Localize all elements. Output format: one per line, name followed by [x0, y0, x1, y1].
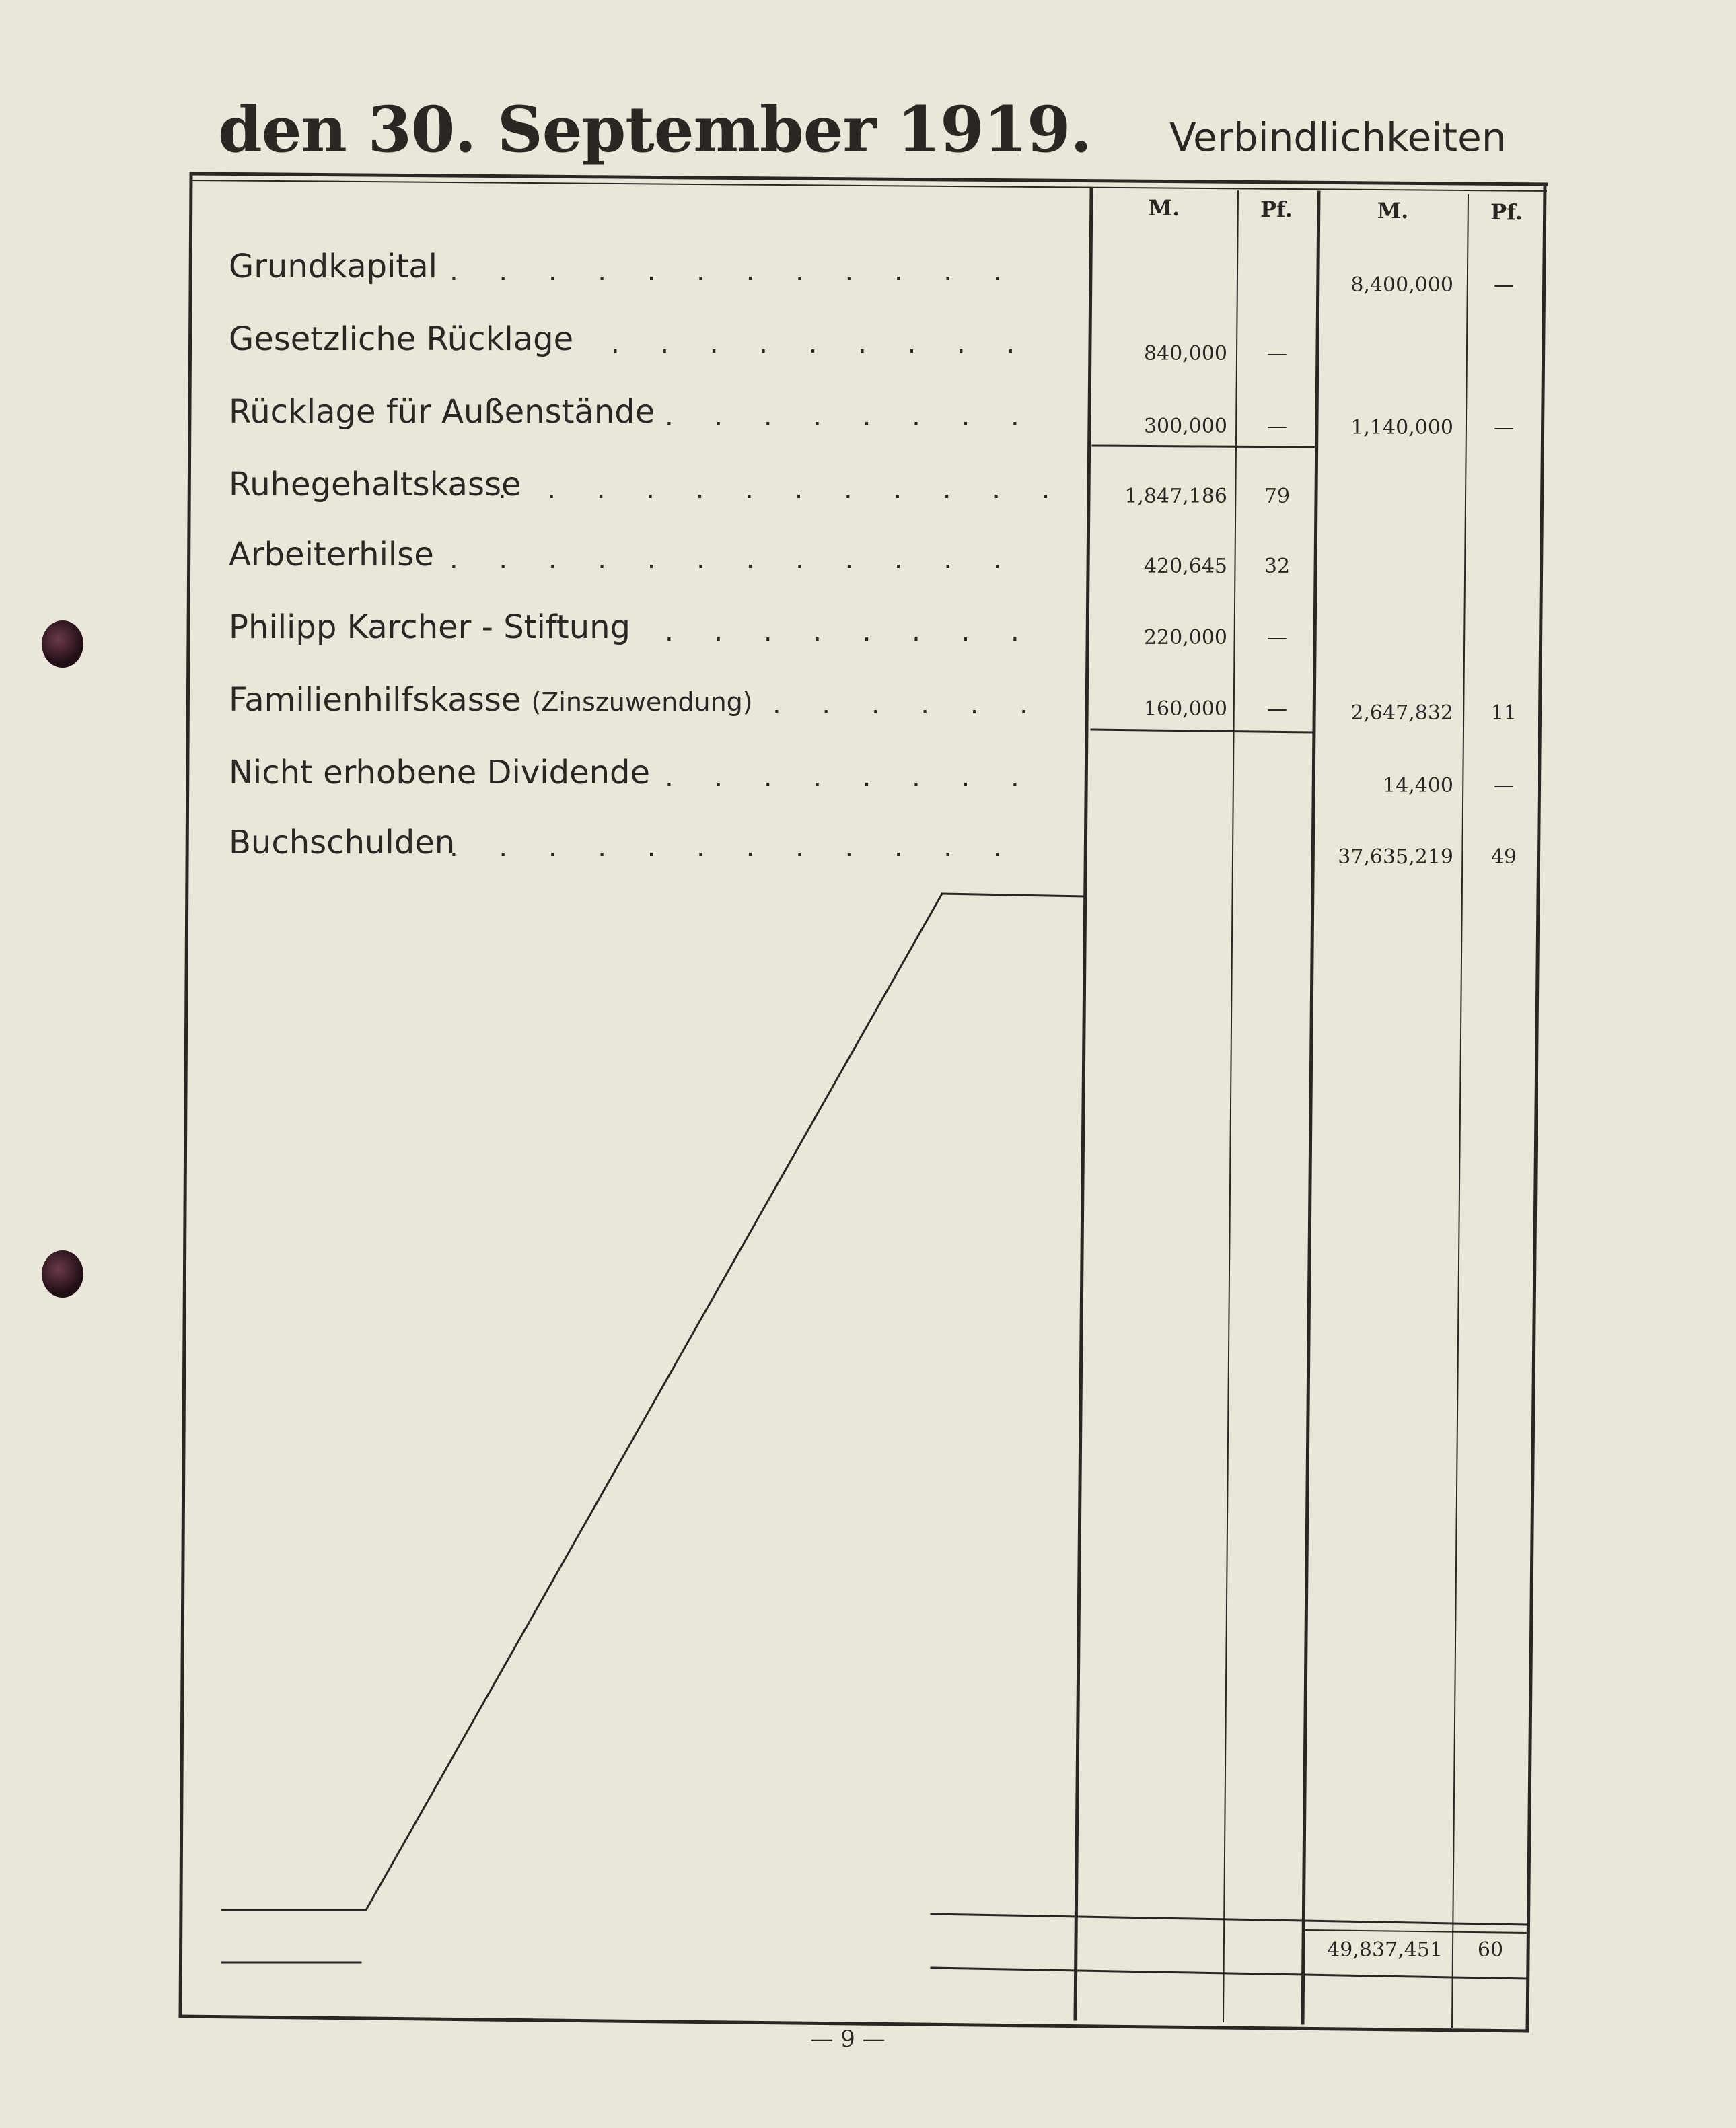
leader-dots: . . . . . . . . . — [611, 328, 1032, 359]
leader-dots: . . . . . . — [772, 689, 1044, 720]
col-header-m1: M. — [1148, 195, 1180, 221]
leader-dots: . . . . . . . . — [665, 616, 1036, 647]
page-number: — 9 — — [810, 2026, 885, 2053]
row-label: Arbeiterhilse — [229, 536, 434, 573]
leader-dots: . . . . . . . . . . . . — [498, 474, 1066, 505]
row-label: Grundkapital — [229, 248, 437, 285]
row-amount-m1: 840,000 — [1143, 342, 1227, 365]
row-amount-m1: 1,847,186 — [1124, 485, 1227, 508]
row-amount-m2: 37,635,219 — [1338, 845, 1453, 869]
col-header-m2: M. — [1377, 198, 1409, 223]
row-label-note: (Zinszuwendung) — [531, 687, 753, 717]
row-amount-pf1: 79 — [1264, 485, 1291, 508]
col-header-pf1: Pf. — [1260, 197, 1293, 222]
row-amount-pf1: — — [1267, 415, 1287, 438]
row-amount-pf2: 11 — [1490, 701, 1517, 725]
row-amount-pf2: — — [1494, 273, 1514, 297]
subtotal-rule-2 — [1091, 730, 1312, 732]
section-subtitle: Verbindlichkeiten — [1169, 114, 1507, 160]
total-rule-bottom — [931, 1968, 1527, 1979]
row-amount-pf1: — — [1267, 626, 1287, 649]
row-amount-m1: 300,000 — [1143, 415, 1227, 438]
row-amount-pf2: — — [1494, 774, 1514, 797]
frame-left — [180, 176, 191, 2016]
row-amount-pf2: 49 — [1490, 845, 1517, 869]
row-label: Buchschulden — [229, 824, 456, 861]
row-amount-m1: 160,000 — [1143, 697, 1227, 721]
row-amount-m2: 8,400,000 — [1350, 273, 1453, 297]
filler-rule-top — [942, 894, 1083, 896]
leader-dots: . . . . . . . . . . . . — [449, 544, 1018, 575]
row-amount-pf1: — — [1267, 697, 1287, 721]
leader-dots: . . . . . . . . . . . . — [449, 256, 1018, 287]
row-label: Gesetzliche Rücklage — [229, 320, 574, 358]
row-amount-pf1: 32 — [1264, 555, 1291, 578]
total-rule-inner — [1305, 1930, 1527, 1933]
row-amount-m1: 420,645 — [1143, 555, 1227, 578]
row-amount-m2: 1,140,000 — [1350, 416, 1453, 439]
frame-right — [1527, 187, 1545, 2031]
row-label: Rücklage für Außenstände — [229, 393, 655, 431]
col-header-pf2: Pf. — [1490, 199, 1523, 225]
col-rule-m1 — [1075, 190, 1091, 2019]
top-rule — [191, 174, 1546, 184]
leader-dots: . . . . . . . . . . . . — [449, 832, 1018, 863]
row-amount-m1: 220,000 — [1143, 626, 1227, 649]
filler-diagonal — [366, 894, 942, 1910]
row-label: Philipp Karcher - Stiftung — [229, 608, 631, 646]
row-label — [229, 681, 753, 719]
col-rule-pf2 — [1452, 195, 1468, 2027]
total-amount-pf2: 60 — [1477, 1938, 1504, 1962]
leader-dots: . . . . . . . . — [665, 401, 1036, 432]
total-amount-m2: 49,837,451 — [1327, 1938, 1443, 1962]
row-label: Ruhegehaltskasse — [229, 466, 521, 503]
col-rule-m2 — [1303, 192, 1319, 2023]
total-rule-top — [931, 1914, 1527, 1925]
leader-dots: . . . . . . . . — [665, 762, 1036, 793]
row-amount-m2: 2,647,832 — [1350, 701, 1453, 725]
row-amount-pf2: — — [1494, 416, 1514, 439]
page-title: den 30. September 1919. — [218, 93, 1092, 167]
subtotal-rule-1 — [1093, 446, 1315, 447]
col-rule-pf1 — [1223, 191, 1238, 2022]
row-label: Nicht erhobene Dividende — [229, 754, 651, 791]
row-label-text: Familienhilfskasse — [229, 681, 521, 719]
row-amount-pf1: — — [1267, 342, 1287, 365]
row-amount-m2: 14,400 — [1383, 774, 1453, 797]
